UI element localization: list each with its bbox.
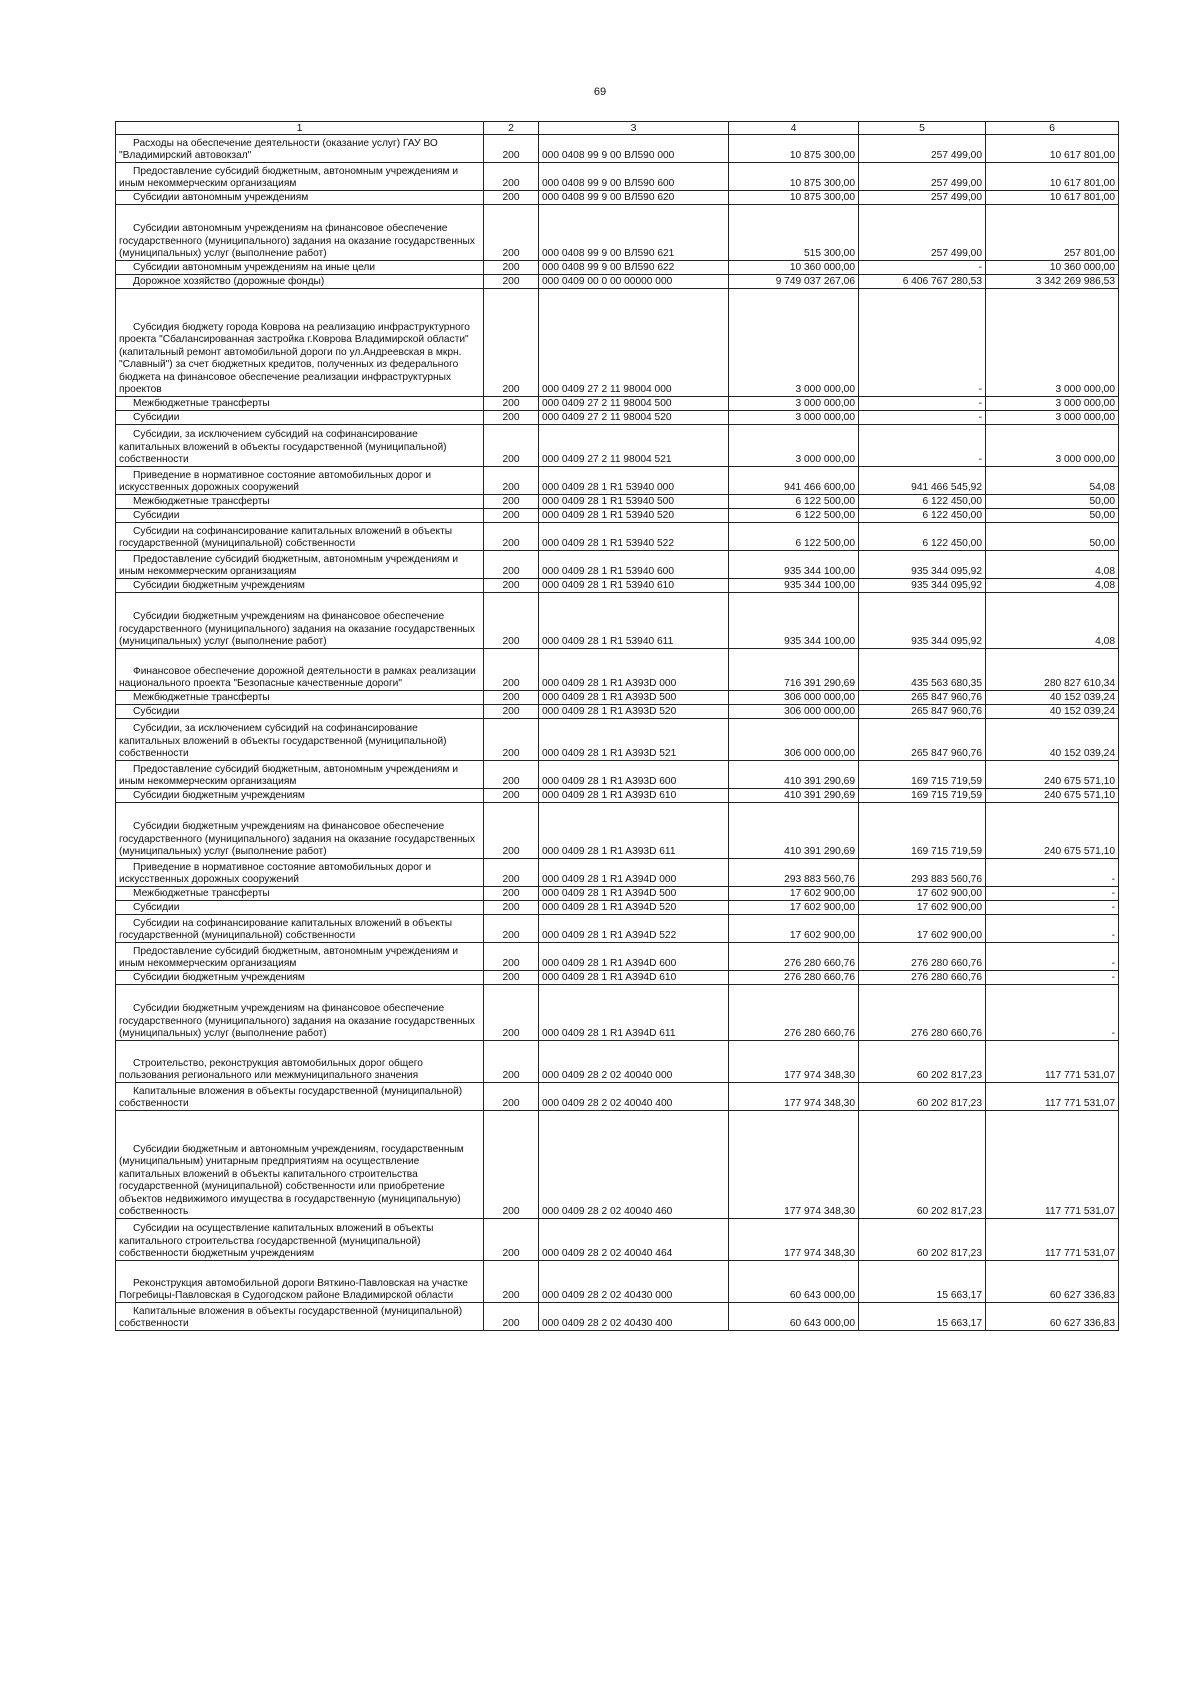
row-approved-amount: 306 000 000,00: [729, 691, 859, 705]
row-approved-amount: 60 643 000,00: [729, 1261, 859, 1303]
row-group-code: 200: [484, 1261, 539, 1303]
row-description: Субсидии: [116, 509, 484, 523]
row-unexecuted-amount: 50,00: [986, 495, 1119, 509]
row-approved-amount: 17 602 900,00: [729, 915, 859, 943]
row-description: Предоставление субсидий бюджетным, автономным учреждениям и иным некоммерческим организациям: [116, 551, 484, 579]
row-executed-amount: 257 499,00: [859, 135, 986, 163]
row-group-code: 200: [484, 719, 539, 761]
row-description: Субсидии на софинансирование капитальных вложений в объекты государственной (муниципальной) собственности: [116, 523, 484, 551]
table-row: [116, 261, 1119, 275]
row-approved-amount: 10 875 300,00: [729, 191, 859, 205]
row-unexecuted-amount: 4,08: [986, 593, 1119, 649]
row-approved-amount: 9 749 037 267,06: [729, 275, 859, 289]
row-approved-amount: 410 391 290,69: [729, 789, 859, 803]
row-description: Приведение в нормативное состояние автомобильных дорог и искусственных дорожных сооружений: [116, 467, 484, 495]
table-row: [116, 1111, 1119, 1219]
column-header: 3: [539, 122, 729, 135]
row-unexecuted-amount: 280 827 610,34: [986, 649, 1119, 691]
row-executed-amount: 265 847 960,76: [859, 705, 986, 719]
row-budget-code: 000 0408 99 9 00 ВЛ590 000: [539, 135, 729, 163]
row-executed-amount: 60 202 817,23: [859, 1083, 986, 1111]
row-unexecuted-amount: 3 342 269 986,53: [986, 275, 1119, 289]
table-row: [116, 523, 1119, 551]
row-unexecuted-amount: 10 617 801,00: [986, 135, 1119, 163]
row-budget-code: 000 0409 28 1 R1 A394D 610: [539, 971, 729, 985]
row-group-code: 200: [484, 551, 539, 579]
row-group-code: 200: [484, 191, 539, 205]
row-group-code: 200: [484, 915, 539, 943]
row-description: Субсидии бюджетным учреждениям на финансовое обеспечение государственного (муниципального) задания на оказание государственных (муниципальных) услуг (выполнение работ): [116, 985, 484, 1041]
row-description: Строительство, реконструкция автомобильных дорог общего пользования регионального или межмуниципального значения: [116, 1041, 484, 1083]
row-budget-code: 000 0409 28 1 R1 53940 522: [539, 523, 729, 551]
row-description: Субсидии автономным учреждениям на иные цели: [116, 261, 484, 275]
row-approved-amount: 6 122 500,00: [729, 523, 859, 551]
row-unexecuted-amount: 240 675 571,10: [986, 803, 1119, 859]
row-budget-code: 000 0409 27 2 11 98004 000: [539, 289, 729, 397]
row-budget-code: 000 0408 99 9 00 ВЛ590 620: [539, 191, 729, 205]
row-approved-amount: 3 000 000,00: [729, 425, 859, 467]
row-approved-amount: 10 875 300,00: [729, 163, 859, 191]
row-budget-code: 000 0409 28 1 R1 A393D 500: [539, 691, 729, 705]
row-executed-amount: -: [859, 289, 986, 397]
table-row: [116, 551, 1119, 579]
row-description: Межбюджетные трансферты: [116, 887, 484, 901]
table-row: [116, 859, 1119, 887]
row-group-code: 200: [484, 467, 539, 495]
table-row: [116, 275, 1119, 289]
row-unexecuted-amount: -: [986, 915, 1119, 943]
row-executed-amount: 265 847 960,76: [859, 719, 986, 761]
row-group-code: 200: [484, 943, 539, 971]
page-number: 69: [593, 86, 607, 98]
row-executed-amount: 60 202 817,23: [859, 1111, 986, 1219]
row-budget-code: 000 0409 28 2 02 40040 464: [539, 1219, 729, 1261]
row-unexecuted-amount: 117 771 531,07: [986, 1219, 1119, 1261]
row-group-code: 200: [484, 261, 539, 275]
row-executed-amount: 276 280 660,76: [859, 985, 986, 1041]
row-approved-amount: 941 466 600,00: [729, 467, 859, 495]
row-description: Приведение в нормативное состояние автомобильных дорог и искусственных дорожных сооружений: [116, 859, 484, 887]
row-executed-amount: 15 663,17: [859, 1261, 986, 1303]
table-row: [116, 397, 1119, 411]
table-row: [116, 1261, 1119, 1303]
row-description: Субсидии бюджетным учреждениям: [116, 789, 484, 803]
row-group-code: 200: [484, 803, 539, 859]
row-unexecuted-amount: 10 617 801,00: [986, 191, 1119, 205]
row-approved-amount: 60 643 000,00: [729, 1303, 859, 1331]
row-description: Дорожное хозяйство (дорожные фонды): [116, 275, 484, 289]
row-approved-amount: 3 000 000,00: [729, 411, 859, 425]
row-executed-amount: -: [859, 261, 986, 275]
table-row: [116, 579, 1119, 593]
row-unexecuted-amount: -: [986, 943, 1119, 971]
row-budget-code: 000 0409 28 1 R1 A394D 522: [539, 915, 729, 943]
row-budget-code: 000 0409 28 1 R1 A394D 500: [539, 887, 729, 901]
column-header: 4: [729, 122, 859, 135]
row-unexecuted-amount: 3 000 000,00: [986, 425, 1119, 467]
row-approved-amount: 935 344 100,00: [729, 579, 859, 593]
row-approved-amount: 410 391 290,69: [729, 761, 859, 789]
row-budget-code: 000 0409 28 2 02 40430 000: [539, 1261, 729, 1303]
row-approved-amount: 935 344 100,00: [729, 551, 859, 579]
row-budget-code: 000 0409 28 1 R1 53940 500: [539, 495, 729, 509]
row-budget-code: 000 0409 27 2 11 98004 520: [539, 411, 729, 425]
row-approved-amount: 935 344 100,00: [729, 593, 859, 649]
row-unexecuted-amount: 10 617 801,00: [986, 163, 1119, 191]
row-budget-code: 000 0409 28 1 R1 A393D 611: [539, 803, 729, 859]
row-executed-amount: -: [859, 397, 986, 411]
row-group-code: 200: [484, 1041, 539, 1083]
row-group-code: 200: [484, 691, 539, 705]
row-budget-code: 000 0409 28 1 R1 A393D 610: [539, 789, 729, 803]
table-row: [116, 691, 1119, 705]
row-unexecuted-amount: 10 360 000,00: [986, 261, 1119, 275]
row-executed-amount: 17 602 900,00: [859, 901, 986, 915]
row-executed-amount: 265 847 960,76: [859, 691, 986, 705]
table-row: [116, 163, 1119, 191]
column-header: 6: [986, 122, 1119, 135]
row-unexecuted-amount: -: [986, 985, 1119, 1041]
row-approved-amount: 6 122 500,00: [729, 495, 859, 509]
row-unexecuted-amount: 40 152 039,24: [986, 691, 1119, 705]
table-body: [116, 135, 1119, 1331]
row-executed-amount: 276 280 660,76: [859, 943, 986, 971]
row-group-code: 200: [484, 761, 539, 789]
column-header: 2: [484, 122, 539, 135]
row-unexecuted-amount: 60 627 336,83: [986, 1303, 1119, 1331]
row-executed-amount: 6 122 450,00: [859, 523, 986, 551]
row-unexecuted-amount: 60 627 336,83: [986, 1261, 1119, 1303]
row-group-code: 200: [484, 397, 539, 411]
row-unexecuted-amount: -: [986, 859, 1119, 887]
row-approved-amount: 276 280 660,76: [729, 985, 859, 1041]
table-row: [116, 467, 1119, 495]
row-description: Субсидии на софинансирование капитальных вложений в объекты государственной (муниципальной) собственности: [116, 915, 484, 943]
row-executed-amount: 935 344 095,92: [859, 579, 986, 593]
table-row: [116, 761, 1119, 789]
table-row: [116, 803, 1119, 859]
row-approved-amount: 17 602 900,00: [729, 887, 859, 901]
row-executed-amount: 17 602 900,00: [859, 915, 986, 943]
table-row: [116, 411, 1119, 425]
row-group-code: 200: [484, 205, 539, 261]
row-group-code: 200: [484, 509, 539, 523]
row-group-code: 200: [484, 411, 539, 425]
row-description: Предоставление субсидий бюджетным, автономным учреждениям и иным некоммерческим организациям: [116, 761, 484, 789]
row-executed-amount: 60 202 817,23: [859, 1219, 986, 1261]
row-approved-amount: 17 602 900,00: [729, 901, 859, 915]
row-group-code: 200: [484, 649, 539, 691]
row-approved-amount: 716 391 290,69: [729, 649, 859, 691]
row-description: Субсидии: [116, 705, 484, 719]
row-budget-code: 000 0409 28 1 R1 A394D 000: [539, 859, 729, 887]
row-approved-amount: 177 974 348,30: [729, 1111, 859, 1219]
row-budget-code: 000 0409 28 1 R1 A393D 521: [539, 719, 729, 761]
column-header: 5: [859, 122, 986, 135]
row-unexecuted-amount: 117 771 531,07: [986, 1111, 1119, 1219]
row-description: Субсидия бюджету города Коврова на реализацию инфраструктурного проекта "Сбалансированная застройка г.Коврова Владимирской области" (капитальный ремонт автомобильной дороги по ул.Андреевская в мкрн. "Славный") за счет бюджетных кредитов, полученных из федерального бюджета на финансовое обеспечение реализации инфраструктурных проектов: [116, 289, 484, 397]
row-approved-amount: 306 000 000,00: [729, 705, 859, 719]
row-description: Субсидии бюджетным учреждениям на финансовое обеспечение государственного (муниципального) задания на оказание государственных (муниципальных) услуг (выполнение работ): [116, 593, 484, 649]
row-approved-amount: 410 391 290,69: [729, 803, 859, 859]
table-row: [116, 1041, 1119, 1083]
row-group-code: 200: [484, 901, 539, 915]
row-description: Межбюджетные трансферты: [116, 495, 484, 509]
budget-table: [115, 121, 1119, 1331]
row-description: Межбюджетные трансферты: [116, 691, 484, 705]
row-executed-amount: 60 202 817,23: [859, 1041, 986, 1083]
table-row: [116, 943, 1119, 971]
row-description: Субсидии, за исключением субсидий на софинансирование капитальных вложений в объекты государственной (муниципальной) собственности: [116, 425, 484, 467]
row-group-code: 200: [484, 135, 539, 163]
row-budget-code: 000 0408 99 9 00 ВЛ590 621: [539, 205, 729, 261]
row-executed-amount: 935 344 095,92: [859, 551, 986, 579]
row-unexecuted-amount: 117 771 531,07: [986, 1083, 1119, 1111]
row-unexecuted-amount: 4,08: [986, 579, 1119, 593]
row-unexecuted-amount: 54,08: [986, 467, 1119, 495]
row-budget-code: 000 0409 28 1 R1 A393D 000: [539, 649, 729, 691]
row-budget-code: 000 0409 00 0 00 00000 000: [539, 275, 729, 289]
table-row: [116, 191, 1119, 205]
table-row: [116, 789, 1119, 803]
row-budget-code: 000 0409 28 1 R1 A394D 600: [539, 943, 729, 971]
row-approved-amount: 177 974 348,30: [729, 1041, 859, 1083]
table-row: [116, 1219, 1119, 1261]
row-approved-amount: 276 280 660,76: [729, 943, 859, 971]
row-executed-amount: 6 122 450,00: [859, 509, 986, 523]
row-group-code: 200: [484, 1083, 539, 1111]
row-description: Субсидии бюджетным учреждениям на финансовое обеспечение государственного (муниципального) задания на оказание государственных (муниципальных) услуг (выполнение работ): [116, 803, 484, 859]
table-row: [116, 705, 1119, 719]
row-approved-amount: 515 300,00: [729, 205, 859, 261]
table-row: [116, 205, 1119, 261]
row-description: Капитальные вложения в объекты государственной (муниципальной) собственности: [116, 1303, 484, 1331]
table-row: [116, 593, 1119, 649]
row-executed-amount: 276 280 660,76: [859, 971, 986, 985]
table-row: [116, 1303, 1119, 1331]
row-executed-amount: -: [859, 411, 986, 425]
row-description: Субсидии на осуществление капитальных вложений в объекты капитального строительства государственной (муниципальной) собственности бюджетным учреждениям: [116, 1219, 484, 1261]
row-group-code: 200: [484, 275, 539, 289]
row-unexecuted-amount: 50,00: [986, 523, 1119, 551]
row-description: Субсидии: [116, 901, 484, 915]
row-budget-code: 000 0408 99 9 00 ВЛ590 622: [539, 261, 729, 275]
table-row: [116, 915, 1119, 943]
row-budget-code: 000 0409 28 2 02 40040 460: [539, 1111, 729, 1219]
row-description: Субсидии бюджетным и автономным учреждениям, государственным (муниципальным) унитарным предприятиям на осуществление капитальных вложений в объекты капитального строительства государственной (муниципальной) собственности или приобретение объектов недвижимого имущества в государственную (муниципальную) собственность: [116, 1111, 484, 1219]
table-row: [116, 719, 1119, 761]
row-unexecuted-amount: -: [986, 887, 1119, 901]
row-unexecuted-amount: 117 771 531,07: [986, 1041, 1119, 1083]
row-description: Финансовое обеспечение дорожной деятельности в рамках реализации национального проекта "Безопасные качественные дороги": [116, 649, 484, 691]
row-unexecuted-amount: 3 000 000,00: [986, 289, 1119, 397]
row-unexecuted-amount: 257 801,00: [986, 205, 1119, 261]
row-group-code: 200: [484, 789, 539, 803]
row-unexecuted-amount: 240 675 571,10: [986, 761, 1119, 789]
table-row: [116, 649, 1119, 691]
row-budget-code: 000 0409 27 2 11 98004 521: [539, 425, 729, 467]
row-approved-amount: 293 883 560,76: [729, 859, 859, 887]
table-row: [116, 509, 1119, 523]
row-unexecuted-amount: 50,00: [986, 509, 1119, 523]
row-group-code: 200: [484, 971, 539, 985]
table-row: [116, 495, 1119, 509]
row-group-code: 200: [484, 1303, 539, 1331]
row-budget-code: 000 0409 28 1 R1 A393D 600: [539, 761, 729, 789]
row-budget-code: 000 0409 28 1 R1 A394D 611: [539, 985, 729, 1041]
row-executed-amount: 257 499,00: [859, 163, 986, 191]
row-unexecuted-amount: -: [986, 901, 1119, 915]
row-approved-amount: 177 974 348,30: [729, 1083, 859, 1111]
table-row: [116, 135, 1119, 163]
table-row: [116, 985, 1119, 1041]
row-approved-amount: 6 122 500,00: [729, 509, 859, 523]
row-group-code: 200: [484, 1111, 539, 1219]
row-approved-amount: 3 000 000,00: [729, 397, 859, 411]
row-description: Субсидии: [116, 411, 484, 425]
row-budget-code: 000 0409 28 1 R1 53940 520: [539, 509, 729, 523]
row-group-code: 200: [484, 289, 539, 397]
row-executed-amount: 169 715 719,59: [859, 789, 986, 803]
row-description: Капитальные вложения в объекты государственной (муниципальной) собственности: [116, 1083, 484, 1111]
row-executed-amount: 6 122 450,00: [859, 495, 986, 509]
row-unexecuted-amount: 40 152 039,24: [986, 719, 1119, 761]
row-group-code: 200: [484, 1219, 539, 1261]
row-budget-code: 000 0409 28 2 02 40430 400: [539, 1303, 729, 1331]
row-description: Расходы на обеспечение деятельности (оказание услуг) ГАУ ВО "Владимирский автовокзал": [116, 135, 484, 163]
row-approved-amount: 177 974 348,30: [729, 1219, 859, 1261]
table-row: [116, 887, 1119, 901]
row-budget-code: 000 0409 28 1 R1 53940 000: [539, 467, 729, 495]
row-group-code: 200: [484, 495, 539, 509]
row-group-code: 200: [484, 425, 539, 467]
row-executed-amount: 6 406 767 280,53: [859, 275, 986, 289]
row-group-code: 200: [484, 985, 539, 1041]
row-executed-amount: -: [859, 425, 986, 467]
row-description: Субсидии, за исключением субсидий на софинансирование капитальных вложений в объекты государственной (муниципальной) собственности: [116, 719, 484, 761]
row-approved-amount: 10 875 300,00: [729, 135, 859, 163]
row-unexecuted-amount: 40 152 039,24: [986, 705, 1119, 719]
table-header-row: [116, 122, 1119, 135]
row-executed-amount: 169 715 719,59: [859, 761, 986, 789]
row-executed-amount: 257 499,00: [859, 191, 986, 205]
row-group-code: 200: [484, 523, 539, 551]
row-description: Межбюджетные трансферты: [116, 397, 484, 411]
table-row: [116, 289, 1119, 397]
row-description: Субсидии бюджетным учреждениям: [116, 579, 484, 593]
row-description: Субсидии автономным учреждениям на финансовое обеспечение государственного (муниципального) задания на оказание государственных (муниципальных) услуг (выполнение работ): [116, 205, 484, 261]
row-executed-amount: 935 344 095,92: [859, 593, 986, 649]
row-budget-code: 000 0409 28 1 R1 53940 610: [539, 579, 729, 593]
table-row: [116, 425, 1119, 467]
row-group-code: 200: [484, 593, 539, 649]
row-executed-amount: 15 663,17: [859, 1303, 986, 1331]
row-group-code: 200: [484, 887, 539, 901]
row-budget-code: 000 0408 99 9 00 ВЛ590 600: [539, 163, 729, 191]
row-budget-code: 000 0409 28 1 R1 A394D 520: [539, 901, 729, 915]
row-group-code: 200: [484, 163, 539, 191]
column-header: 1: [116, 122, 484, 135]
row-executed-amount: 17 602 900,00: [859, 887, 986, 901]
row-approved-amount: 3 000 000,00: [729, 289, 859, 397]
row-approved-amount: 10 360 000,00: [729, 261, 859, 275]
row-unexecuted-amount: 3 000 000,00: [986, 411, 1119, 425]
row-executed-amount: 257 499,00: [859, 205, 986, 261]
row-unexecuted-amount: -: [986, 971, 1119, 985]
row-approved-amount: 276 280 660,76: [729, 971, 859, 985]
row-budget-code: 000 0409 28 2 02 40040 400: [539, 1083, 729, 1111]
table-row: [116, 971, 1119, 985]
row-description: Субсидии бюджетным учреждениям: [116, 971, 484, 985]
row-unexecuted-amount: 240 675 571,10: [986, 789, 1119, 803]
row-budget-code: 000 0409 27 2 11 98004 500: [539, 397, 729, 411]
row-unexecuted-amount: 3 000 000,00: [986, 397, 1119, 411]
row-group-code: 200: [484, 579, 539, 593]
row-budget-code: 000 0409 28 1 R1 A393D 520: [539, 705, 729, 719]
row-budget-code: 000 0409 28 1 R1 53940 611: [539, 593, 729, 649]
row-executed-amount: 169 715 719,59: [859, 803, 986, 859]
row-description: Реконструкция автомобильной дороги Вяткино-Павловская на участке Погребицы-Павловская в Судогодском районе Владимирской области: [116, 1261, 484, 1303]
table-row: [116, 1083, 1119, 1111]
row-group-code: 200: [484, 705, 539, 719]
row-budget-code: 000 0409 28 1 R1 53940 600: [539, 551, 729, 579]
row-description: Предоставление субсидий бюджетным, автономным учреждениям и иным некоммерческим организациям: [116, 943, 484, 971]
row-description: Предоставление субсидий бюджетным, автономным учреждениям и иным некоммерческим организациям: [116, 163, 484, 191]
row-description: Субсидии автономным учреждениям: [116, 191, 484, 205]
row-approved-amount: 306 000 000,00: [729, 719, 859, 761]
row-executed-amount: 941 466 545,92: [859, 467, 986, 495]
row-executed-amount: 293 883 560,76: [859, 859, 986, 887]
row-executed-amount: 435 563 680,35: [859, 649, 986, 691]
row-unexecuted-amount: 4,08: [986, 551, 1119, 579]
row-budget-code: 000 0409 28 2 02 40040 000: [539, 1041, 729, 1083]
row-group-code: 200: [484, 859, 539, 887]
table-row: [116, 901, 1119, 915]
